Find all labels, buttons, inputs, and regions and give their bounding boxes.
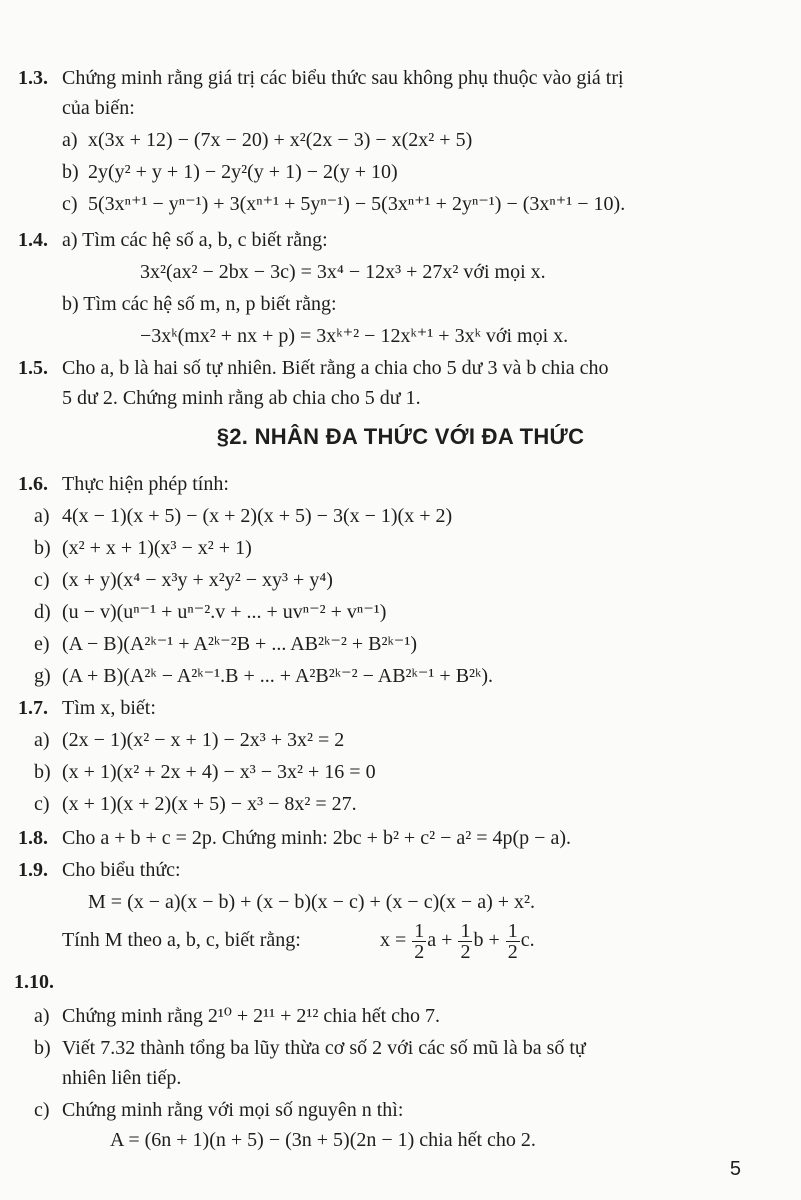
item-label: a) — [62, 129, 78, 151]
item-label: a) — [34, 505, 50, 527]
math-expression: 2y(y² + y + 1) − 2y²(y + 1) − 2(y + 10) — [88, 161, 398, 183]
exercise-text: Chứng minh rằng với mọi số nguyên n thì: — [62, 1099, 404, 1121]
item-label: a) — [34, 1005, 50, 1027]
item-label: b) — [34, 537, 51, 559]
section-heading: §2. NHÂN ĐA THỨC VỚI ĐA THỨC — [216, 424, 585, 449]
item-label: g) — [34, 665, 51, 687]
fraction-denominator: 2 — [414, 940, 425, 963]
exercise-text: a) Tìm các hệ số a, b, c biết rằng: — [62, 229, 328, 251]
term-c: c. — [520, 929, 535, 951]
math-equation: 3x²(ax² − 2bx − 3c) = 3x⁴ − 12x³ + 27x² với mọi x. — [140, 261, 546, 283]
exercise-text: Cho a, b là hai số tự nhiên. Biết rằng a chia cho 5 dư 3 và b chia cho — [62, 357, 609, 379]
math-expression: (u − v)(uⁿ⁻¹ + uⁿ⁻².v + ... + uvⁿ⁻² + vⁿ⁻¹) — [62, 601, 387, 623]
math-expression: (x² + x + 1)(x³ − x² + 1) — [62, 537, 252, 559]
exercise-text: Tính M theo a, b, c, biết rằng: — [62, 929, 301, 951]
item-label: c) — [34, 1099, 50, 1121]
exercise-number: 1.10. — [14, 971, 54, 993]
x-lhs: x = — [380, 929, 407, 951]
fraction-equation — [380, 913, 535, 967]
exercise-number: 1.4. — [18, 229, 48, 251]
exercise-text: Cho a + b + c = 2p. Chứng minh: 2bc + b² + c² − a² = 4p(p − a). — [62, 827, 571, 849]
fraction — [506, 921, 520, 962]
math-expression: x(3x + 12) − (7x − 20) + x²(2x − 3) − x(2x² + 5) — [88, 129, 473, 151]
item-label: e) — [34, 633, 50, 655]
item-label: c) — [34, 793, 50, 815]
math-expression: (x + 1)(x² + 2x + 4) − x³ − 3x² + 16 = 0 — [62, 761, 376, 783]
item-label: c) — [62, 193, 78, 215]
math-expression: (A + B)(A²ᵏ − A²ᵏ⁻¹.B + ... + A²B²ᵏ⁻² − AB²ᵏ⁻¹ + B²ᵏ). — [62, 665, 493, 687]
fraction-numerator: 1 — [414, 919, 425, 942]
exercise-text: của biến: — [62, 97, 135, 119]
exercise-text: Thực hiện phép tính: — [62, 473, 229, 495]
fraction — [412, 921, 426, 962]
exercise-text: b) Tìm các hệ số m, n, p biết rằng: — [62, 293, 337, 315]
math-expression: (A − B)(A²ᵏ⁻¹ + A²ᵏ⁻²B + ... AB²ᵏ⁻² + B²ᵏ⁻¹) — [62, 633, 418, 655]
fraction-numerator: 1 — [507, 919, 518, 942]
item-label: d) — [34, 601, 51, 623]
item-label: a) — [34, 729, 50, 751]
fraction-denominator: 2 — [507, 940, 518, 963]
exercise-text: Chứng minh rằng giá trị các biểu thức sau không phụ thuộc vào giá trị — [62, 67, 624, 89]
page-number: 5 — [729, 1158, 741, 1180]
exercise-number: 1.5. — [18, 357, 48, 379]
exercise-text: Tìm x, biết: — [62, 697, 156, 719]
exercise-text: Viết 7.32 thành tổng ba lũy thừa cơ số 2 với các số mũ là ba số tự — [62, 1037, 586, 1059]
item-label: b) — [34, 761, 51, 783]
math-expression: (x + 1)(x + 2)(x + 5) − x³ − 8x² = 27. — [62, 793, 357, 815]
exercise-number: 1.8. — [18, 827, 48, 849]
item-label: c) — [34, 569, 50, 591]
exercise-number: 1.7. — [18, 697, 48, 719]
term-b: b + — [473, 929, 500, 951]
math-equation: M = (x − a)(x − b) + (x − b)(x − c) + (x − c)(x − a) + x². — [88, 891, 536, 913]
item-label: b) — [62, 161, 79, 183]
fraction — [458, 921, 472, 962]
math-expression: 4(x − 1)(x + 5) − (x + 2)(x + 5) − 3(x − 1)(x + 2) — [62, 505, 453, 527]
term-a: a + — [427, 929, 453, 951]
exercise-text: 5 dư 2. Chứng minh rằng ab chia cho 5 dư 1. — [62, 387, 421, 409]
math-expression: 5(3xⁿ⁺¹ − yⁿ⁻¹) + 3(xⁿ⁺¹ + 5yⁿ⁻¹) − 5(3xⁿ⁺¹ + 2yⁿ⁻¹) − (3xⁿ⁺¹ − 10). — [88, 193, 626, 215]
exercise-number: 1.9. — [18, 859, 48, 881]
exercise-text: nhiên liên tiếp. — [62, 1067, 182, 1089]
exercise-text: Chứng minh rằng 2¹⁰ + 2¹¹ + 2¹² chia hết cho 7. — [62, 1005, 441, 1027]
math-equation: A = (6n + 1)(n + 5) − (3n + 5)(2n − 1) chia hết cho 2. — [110, 1129, 536, 1151]
fraction-denominator: 2 — [460, 940, 471, 963]
exercise-number: 1.3. — [18, 67, 48, 89]
math-expression: (x + y)(x⁴ − x³y + x²y² − xy³ + y⁴) — [62, 569, 333, 591]
fraction-numerator: 1 — [460, 919, 471, 942]
math-equation: −3xᵏ(mx² + nx + p) = 3xᵏ⁺² − 12xᵏ⁺¹ + 3xᵏ với mọi x. — [140, 325, 569, 347]
exercise-text: Cho biểu thức: — [62, 859, 181, 881]
item-label: b) — [34, 1037, 51, 1059]
math-expression: (2x − 1)(x² − x + 1) − 2x³ + 3x² = 2 — [62, 729, 345, 751]
exercise-number: 1.6. — [18, 473, 48, 495]
